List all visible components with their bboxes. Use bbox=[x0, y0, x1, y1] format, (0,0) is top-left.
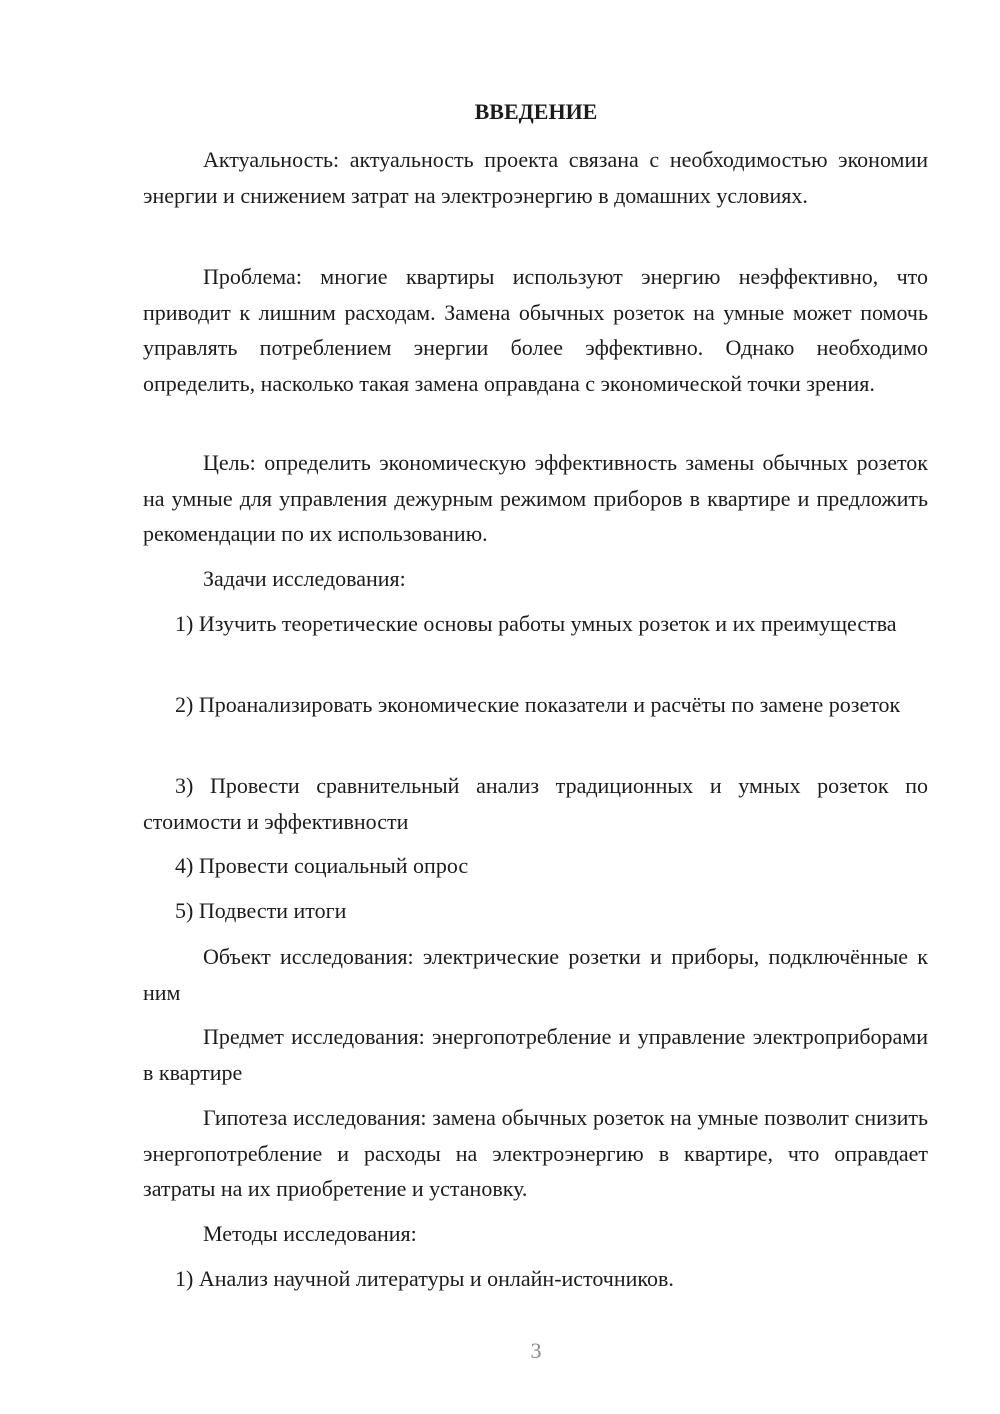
paragraph-methods-heading: Методы исследования: bbox=[203, 1221, 417, 1246]
paragraph-subject: Предмет исследования: энергопотребление и управление электроприборами в квартире bbox=[143, 1024, 928, 1085]
task-item-4: 4) Провести социальный опрос bbox=[175, 853, 469, 878]
paragraph-goal: Цель: определить экономическую эффективность замены обычных розеток на умные для управления дежурным режимом приборов в квартире и предложить рекомендации по их использованию. bbox=[143, 450, 928, 546]
task-item-1: 1) Изучить теоретические основы работы умных розеток и их преимущества bbox=[175, 611, 897, 636]
paragraph-object: Объект исследования: электрические розетки и приборы, подключённые к ним bbox=[143, 944, 928, 1005]
paragraph-tasks-heading: Задачи исследования: bbox=[203, 566, 406, 591]
task-item-3: 3) Провести сравнительный анализ традиционных и умных розеток по стоимости и эффективности bbox=[143, 773, 928, 834]
paragraph-relevance: Актуальность: актуальность проекта связана с необходимостью экономии энергии и снижением затрат на электроэнергию в домашних условиях. bbox=[143, 147, 928, 208]
paragraph-problem: Проблема: многие квартиры используют энергию неэффективно, что приводит к лишним расходам. Замена обычных розеток на умные может помочь управлять потреблением энергии более эффективно. Однако необходимо определить, насколько такая замена оправдана с экономической точки зрения. bbox=[143, 264, 928, 396]
task-item-2: 2) Проанализировать экономические показатели и расчёты по замене розеток bbox=[175, 692, 901, 717]
page-number: 3 bbox=[530, 1338, 542, 1363]
section-title: ВВЕДЕНИЕ bbox=[474, 99, 598, 124]
paragraph-hypothesis: Гипотеза исследования: замена обычных розеток на умные позволит снизить энергопотребление и расходы на электроэнергию в квартире, что оправдает затраты на их приобретение и установку. bbox=[143, 1105, 928, 1201]
method-item-1: 1) Анализ научной литературы и онлайн-источников. bbox=[175, 1266, 674, 1291]
task-item-5: 5) Подвести итоги bbox=[175, 898, 347, 923]
